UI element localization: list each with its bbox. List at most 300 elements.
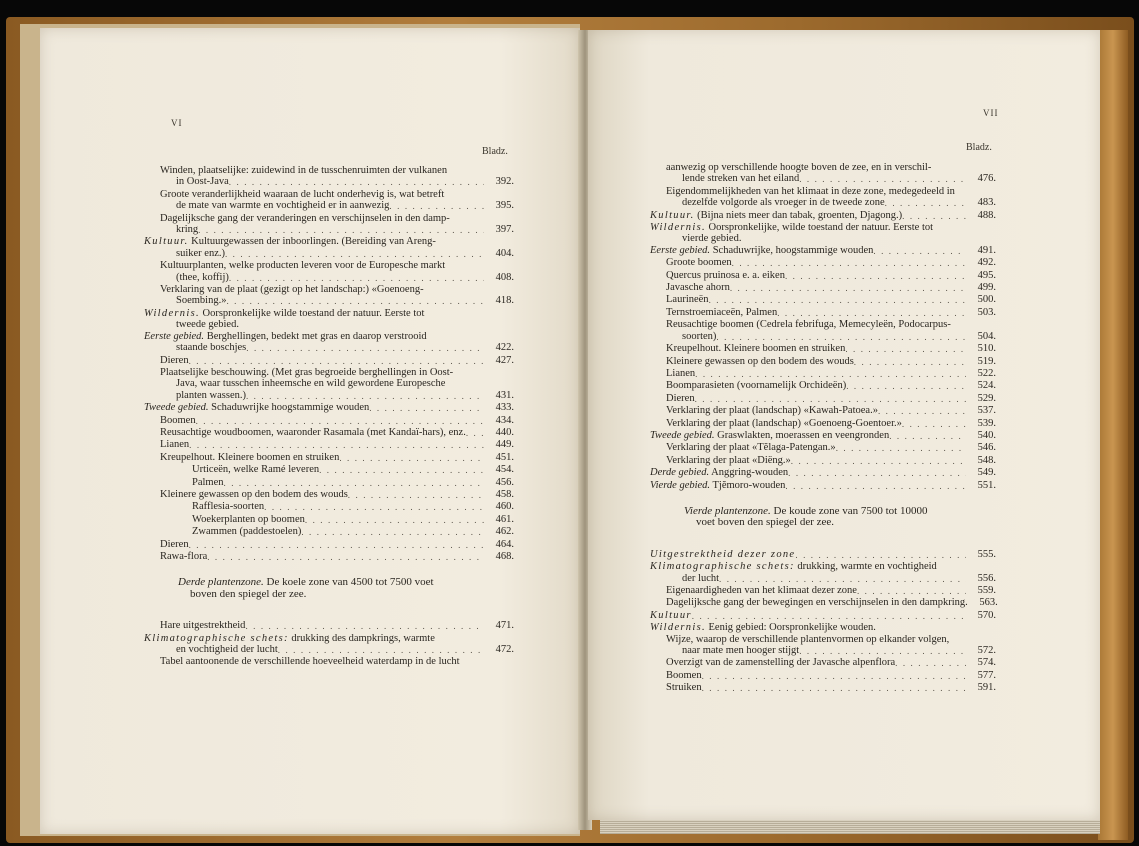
- dot-leader: [730, 282, 966, 294]
- toc-entry-line: [650, 405, 996, 417]
- toc-entry-text: Javasche ahorn: [666, 282, 730, 294]
- toc-entry-line: [650, 270, 996, 282]
- toc-page-number: 555.: [977, 548, 996, 560]
- toc-entry-line: [650, 257, 996, 269]
- toc-entry-line: [144, 539, 514, 551]
- toc-entry: [144, 620, 514, 632]
- toc-entry-text: Plaatselijke beschouwing. (Met gras begroeide berghellingen in Oost-: [160, 366, 454, 378]
- toc-entry: [650, 430, 996, 442]
- dot-leader: [799, 645, 966, 657]
- toc-entry: [650, 480, 996, 492]
- dot-leader: [319, 464, 484, 476]
- dot-leader: [198, 224, 484, 236]
- toc-entry-text: Reusachtige boomen (Cedrela febrifuga, Memecyleën, Podocarpus-: [666, 319, 951, 331]
- toc-entry-text: Quercus pruinosa e. a. eiken: [666, 269, 785, 281]
- dot-leader: [225, 248, 484, 260]
- toc-page-number: 451.: [495, 451, 514, 463]
- toc-entry-line: [650, 455, 996, 467]
- toc-entry: [650, 610, 996, 622]
- toc-entry-line: [144, 308, 514, 319]
- toc-entry-line: [650, 368, 996, 380]
- toc-entry: [650, 210, 996, 222]
- toc-entry-text: en vochtigheid der lucht: [176, 644, 278, 656]
- toc-entry-text: Woekerplanten op boomen: [192, 513, 305, 525]
- toc-page-number: 418.: [495, 295, 514, 307]
- toc-entry: [144, 415, 514, 427]
- dot-leader: [245, 620, 484, 632]
- toc-entry-text: Wildernis. Oorspronkelijke wilde toestand der natuur. Eerste tot: [144, 307, 425, 319]
- toc-entry: [144, 489, 514, 501]
- toc-page-number: 549.: [977, 467, 996, 479]
- toc-entry: [144, 464, 514, 476]
- toc-entry-line: [650, 162, 996, 173]
- toc-entry-line: [650, 561, 996, 572]
- zone-heading-label: Derde plantenzone.: [178, 576, 264, 589]
- dot-leader: [902, 418, 966, 430]
- toc-entry-line: [650, 319, 996, 330]
- book-spine-edge: [1098, 30, 1128, 840]
- toc-entry-line: [650, 597, 996, 609]
- toc-entry-line: [144, 501, 514, 513]
- toc-page-number: 540.: [977, 429, 996, 441]
- toc-page-number: 456.: [495, 476, 514, 488]
- toc-page-number: 551.: [977, 479, 996, 491]
- dot-leader: [695, 393, 966, 405]
- dot-leader: [885, 197, 966, 209]
- toc-page-number: 422.: [495, 342, 514, 354]
- toc-entry-text: naar mate men hooger stijgt: [682, 645, 800, 657]
- toc-page-number: 546.: [977, 442, 996, 454]
- toc-entry-line: [650, 610, 996, 622]
- dot-leader: [246, 390, 484, 402]
- toc-entry-line: [144, 526, 514, 538]
- toc-entry-line: [144, 402, 514, 414]
- dot-leader: [207, 551, 484, 563]
- toc-entry-line: [144, 427, 514, 439]
- dot-leader: [788, 467, 966, 479]
- toc-entry-line: [144, 415, 514, 427]
- toc-entry-text: Groote boomen: [666, 257, 732, 269]
- page-number: VI: [171, 118, 183, 128]
- toc-entry-text: Wijze, waarop de verschillende plantenvormen op elkander volgen,: [666, 633, 950, 645]
- toc-entry-text: Klimatographische schets: drukking des dampkrings, warmte: [144, 632, 435, 644]
- toc-entry-line: [144, 295, 514, 307]
- toc-entry-text: Kultuur. (Bijna niets meer dan tabak, groenten, Djagong.): [650, 209, 903, 221]
- toc-entry-text: Hare uitgestrektheid: [160, 620, 246, 632]
- toc-entry-text: Rawa-flora: [160, 551, 208, 562]
- toc-entry-line: [144, 390, 514, 402]
- zone-heading: [144, 577, 514, 600]
- toc-entry-line: [650, 622, 996, 633]
- toc-entry-line: [144, 213, 514, 224]
- zone-heading-cont: voet boven den spiegel der zee.: [696, 516, 835, 529]
- dot-leader: [264, 501, 484, 513]
- toc-page-number: 563.: [979, 597, 998, 609]
- toc-entry: [144, 656, 514, 667]
- toc-entry: [144, 308, 514, 331]
- toc-entry-line: [144, 489, 514, 501]
- dot-leader: [878, 405, 966, 417]
- toc-page-number: 454.: [495, 464, 514, 476]
- toc-page-number: 483.: [977, 197, 996, 209]
- toc-entry-line: [144, 633, 514, 644]
- toc-page-number: 449.: [495, 439, 514, 451]
- toc-page-number: 495.: [977, 269, 996, 281]
- toc-entry-line: [650, 573, 996, 585]
- toc-page-number: 431.: [495, 389, 514, 401]
- dot-leader: [224, 477, 485, 489]
- toc-entry: [144, 165, 514, 189]
- toc-entry-text: Klimatographische schets: drukking, warmte en vochtigheid: [650, 561, 937, 573]
- toc-entry-text: Eigendommelijkheden van het klimaat in deze zone, medegedeeld in: [666, 185, 955, 197]
- toc-entry-text: Boomen: [160, 414, 196, 426]
- toc-entry: [650, 622, 996, 633]
- toc-entry: [144, 427, 514, 439]
- toc-page-number: 461.: [495, 513, 514, 525]
- toc-entry-text: Dagelijksche gang der bewegingen en verschijnselen in den dampkring.: [666, 597, 968, 609]
- toc-entry-text: Eerste gebied. Berghellingen, bedekt met gras en daarop verstrooid: [144, 330, 427, 342]
- toc-entry-line: [650, 210, 996, 222]
- dot-leader: [889, 430, 966, 442]
- toc-entry: [144, 526, 514, 538]
- dot-leader: [785, 480, 966, 492]
- toc-entry-text: Kultuur. Kultuurgewassen der inboorlingen. (Bereiding van Areng-: [144, 236, 436, 248]
- toc-entry-text: Kleinere gewassen op den bodem des wouds: [160, 488, 348, 500]
- toc-entry-line: [144, 342, 514, 354]
- toc-entry: [650, 657, 996, 669]
- toc-entry-text: Derde gebied. Anggring-wouden: [650, 467, 789, 479]
- toc-page-number: 488.: [977, 209, 996, 221]
- toc-entry-text: in Oost-Java: [176, 176, 229, 188]
- toc-entry-text: tweede gebied.: [176, 319, 239, 331]
- toc-entry-line: [144, 644, 514, 656]
- toc-entry: [650, 634, 996, 658]
- toc-entry: [650, 561, 996, 585]
- toc-entry: [650, 585, 996, 597]
- toc-entry-line: [144, 355, 514, 367]
- toc-entry-text: Laurineën: [666, 294, 709, 306]
- toc-entry-text: Tweede gebied. Graswlakten, moerassen en veengronden: [650, 429, 890, 441]
- toc-entry: [650, 162, 996, 186]
- toc-page-number: 529.: [977, 392, 996, 404]
- toc-entry-text: Urticeën, welke Ramé leveren: [192, 464, 320, 476]
- toc-entry: [650, 467, 996, 479]
- dot-leader: [189, 355, 484, 367]
- toc-entry-text: aanwezig op verschillende hoogte boven de zee, en in verschil-: [666, 162, 932, 173]
- toc-entry-line: [650, 467, 996, 479]
- toc-entry-line: [144, 248, 514, 260]
- dot-leader: [692, 610, 966, 622]
- toc-entry-line: [650, 343, 996, 355]
- toc-entry-text: Palmen: [192, 476, 224, 488]
- zone-heading-label: Vierde plantenzone.: [684, 504, 771, 517]
- dot-leader: [777, 307, 966, 319]
- toc-page-number: 392.: [495, 176, 514, 188]
- dot-leader: [702, 682, 966, 694]
- bladz-header: Bladz.: [482, 146, 508, 157]
- toc-entry: [144, 633, 514, 657]
- toc-entry-line: [650, 418, 996, 430]
- dot-leader: [716, 331, 966, 343]
- toc-entry-line: [144, 551, 514, 563]
- toc-entry-text: Rafflesia-soorten: [192, 501, 265, 513]
- zone-heading-text: De koele zone van 4500 tot 7500 voet: [263, 576, 434, 589]
- toc-page-number: 591.: [977, 682, 996, 694]
- toc-page-number: 404.: [495, 247, 514, 259]
- toc-page-number: 491.: [977, 244, 996, 256]
- toc-entry: [650, 455, 996, 467]
- toc-entry: [144, 284, 514, 308]
- toc-entry-text: staande boschjes: [176, 342, 247, 354]
- toc-entry: [650, 682, 996, 694]
- toc-entry-text: Reusachtige woudboomen, waaronder Rasamala (met Kandaï-hars), enz.: [160, 426, 466, 438]
- dot-leader: [189, 439, 484, 451]
- toc-entry-text: Verklaring van de plaat (gezigt op het landschap:) «Goenoeng-: [160, 284, 424, 296]
- toc-entry-line: [650, 173, 996, 185]
- toc-page-number: 503.: [977, 306, 996, 318]
- toc-entry-line: [144, 378, 514, 389]
- toc-entry-line: [144, 620, 514, 632]
- toc-entry: [144, 551, 514, 563]
- dot-leader: [466, 427, 484, 439]
- toc-entry-text: Kleinere gewassen op den bodem des wouds: [666, 355, 854, 367]
- toc-entry: [650, 356, 996, 368]
- toc-entry: [144, 213, 514, 237]
- toc-page-number: 476.: [977, 173, 996, 185]
- toc-entry: [650, 405, 996, 417]
- toc-entry-line: [144, 439, 514, 451]
- toc-entry-line: [144, 260, 514, 271]
- toc-page-number: 539.: [977, 417, 996, 429]
- zone-heading-cont: boven den spiegel der zee.: [190, 587, 307, 600]
- toc-entry-text: Boomparasieten (voornamelijk Orchideën): [666, 380, 847, 392]
- toc-right: [650, 162, 996, 695]
- toc-entry-line: [144, 189, 514, 200]
- dot-leader: [339, 452, 484, 464]
- toc-entry: [650, 393, 996, 405]
- toc-entry-line: [650, 634, 996, 645]
- dot-leader: [229, 272, 484, 284]
- toc-entry-line: [144, 656, 514, 667]
- toc-entry-line: [144, 331, 514, 342]
- toc-entry-text: Dieren: [160, 354, 189, 366]
- toc-entry-text: Overzigt van de zamenstelling der Javasche alpenflora: [666, 657, 896, 669]
- toc-entry-line: [144, 236, 514, 247]
- toc-entry-text: Soembing.»: [176, 295, 227, 307]
- toc-entry-line: [144, 452, 514, 464]
- toc-entry: [650, 549, 996, 561]
- dot-leader: [732, 257, 966, 269]
- toc-entry: [144, 539, 514, 551]
- dot-leader: [246, 342, 484, 354]
- toc-entry: [650, 186, 996, 210]
- toc-entry-text: Kreupelhout. Kleinere boomen en struiken: [666, 343, 846, 355]
- toc-entry-text: Dieren: [666, 392, 695, 404]
- dot-leader: [348, 489, 484, 501]
- toc-page-number: 577.: [977, 669, 996, 681]
- toc-entry-text: Ternstroemiaceën, Palmen: [666, 306, 778, 318]
- toc-entry: [144, 439, 514, 451]
- dot-leader: [873, 245, 966, 257]
- toc-entry-text: Wildernis. Eenig gebied: Oorspronkelijke wouden.: [650, 622, 876, 634]
- toc-entry: [144, 501, 514, 513]
- toc-page-number: 548.: [977, 454, 996, 466]
- toc-entry-line: [144, 272, 514, 284]
- toc-entry: [650, 245, 996, 257]
- toc-entry-text: kring: [176, 224, 199, 236]
- toc-entry-line: [144, 176, 514, 188]
- toc-entry-text: planten wassen.): [176, 389, 246, 401]
- toc-page-number: 471.: [495, 620, 514, 632]
- toc-entry: [650, 257, 996, 269]
- bladz-header: Bladz.: [966, 142, 992, 153]
- toc-entry-line: [650, 682, 996, 694]
- toc-entry: [650, 442, 996, 454]
- toc-entry: [144, 477, 514, 489]
- toc-left: [144, 165, 514, 668]
- toc-entry-line: [650, 356, 996, 368]
- toc-entry-line: [650, 670, 996, 682]
- toc-entry: [650, 270, 996, 282]
- toc-page-number: 519.: [977, 355, 996, 367]
- toc-page-number: 408.: [495, 271, 514, 283]
- toc-entry-text: Struiken: [666, 682, 702, 694]
- toc-page-number: 468.: [495, 551, 514, 562]
- toc-entry: [144, 189, 514, 213]
- toc-page-number: 524.: [977, 380, 996, 392]
- toc-page-number: 464.: [495, 538, 514, 550]
- toc-entry-text: suiker enz.): [176, 247, 225, 259]
- toc-entry-line: [144, 514, 514, 526]
- toc-entry-line: [650, 307, 996, 319]
- toc-page-number: 510.: [977, 343, 996, 355]
- toc-page-number: 434.: [495, 414, 514, 426]
- dot-leader: [226, 295, 484, 307]
- toc-entry-text: Kultuurplanten, welke producten leveren voor de Europesche markt: [160, 260, 446, 272]
- toc-page-number: 440.: [495, 426, 514, 438]
- dot-leader: [719, 573, 966, 585]
- toc-page-number: 499.: [977, 282, 996, 294]
- toc-page-number: 492.: [977, 257, 996, 269]
- toc-entry: [144, 260, 514, 284]
- toc-entry: [650, 368, 996, 380]
- toc-entry: [650, 282, 996, 294]
- toc-entry-line: [650, 282, 996, 294]
- toc-entry-line: [144, 464, 514, 476]
- toc-entry-text: vierde gebied.: [682, 233, 742, 245]
- dot-leader: [854, 356, 966, 368]
- toc-entry-line: [650, 585, 996, 597]
- toc-entry-line: [650, 331, 996, 343]
- dot-leader: [791, 455, 966, 467]
- toc-entry-text: Verklaring der plaat «Tĕlaga-Patengan.»: [666, 442, 836, 454]
- toc-entry-line: [650, 222, 996, 233]
- toc-entry: [144, 367, 514, 402]
- toc-page-number: 572.: [977, 645, 996, 657]
- dot-leader: [845, 343, 966, 355]
- dot-leader: [189, 539, 484, 551]
- toc-entry-line: [144, 477, 514, 489]
- toc-entry: [650, 319, 996, 343]
- toc-page-number: 504.: [977, 330, 996, 342]
- toc-entry-line: [650, 430, 996, 442]
- toc-entry: [144, 514, 514, 526]
- dot-leader: [305, 514, 484, 526]
- toc-page-number: 458.: [495, 488, 514, 500]
- toc-entry: [650, 597, 996, 609]
- toc-entry-text: Vierde gebied. Tjĕmoro-wouden: [650, 479, 786, 491]
- toc-entry: [144, 236, 514, 260]
- toc-entry-text: Dagelijksche gang der veranderingen en verschijnselen in den damp-: [160, 212, 450, 224]
- toc-entry-text: Wildernis. Oorspronkelijke, wilde toestand der natuur. Eerste tot: [650, 222, 934, 234]
- dot-leader: [301, 526, 484, 538]
- toc-entry-text: Eerste gebied. Schaduwrijke, hoogstammige wouden: [650, 244, 874, 256]
- toc-entry-text: Eigenaardigheden van het klimaat dezer zone: [666, 585, 857, 596]
- toc-page-number: 472.: [495, 644, 514, 656]
- toc-entry-text: Zwammen (paddestoelen): [192, 526, 302, 538]
- toc-page-number: 395.: [495, 200, 514, 212]
- toc-entry: [650, 418, 996, 430]
- toc-page-number: 500.: [977, 294, 996, 306]
- toc-entry-text: lende streken van het eiland: [682, 173, 800, 185]
- toc-page-number: 433.: [495, 402, 514, 414]
- toc-entry: [650, 343, 996, 355]
- toc-entry-text: Tabel aantoonende de verschillende hoeveelheid waterdamp in de lucht: [160, 656, 460, 668]
- dot-leader: [229, 176, 484, 188]
- toc-entry: [650, 307, 996, 319]
- toc-entry-line: [144, 165, 514, 176]
- toc-entry-line: [144, 319, 514, 330]
- toc-entry-line: [650, 245, 996, 257]
- toc-entry-text: Verklaring der plaat (landschap) «Kawah-Patoea.»: [666, 405, 878, 417]
- toc-entry-line: [650, 380, 996, 392]
- toc-entry-text: Verklaring der plaat (landschap) «Goenoeng-Goentoer.»: [666, 417, 902, 429]
- toc-entry-text: Kultuur: [650, 609, 692, 621]
- toc-entry: [650, 222, 996, 245]
- toc-entry-text: de mate van warmte en vochtigheid er in aanwezig: [176, 200, 390, 212]
- dot-leader: [389, 200, 484, 212]
- dot-leader: [795, 549, 966, 561]
- toc-entry-text: dezelfde volgorde als vroeger in de tweede zone: [682, 197, 885, 209]
- toc-entry: [650, 670, 996, 682]
- toc-entry-text: Uitgestrektheid dezer zone: [650, 548, 796, 560]
- toc-entry-line: [650, 645, 996, 657]
- toc-entry-text: Dieren: [160, 538, 189, 550]
- left-page: [40, 28, 580, 834]
- toc-page-number: 570.: [977, 609, 996, 621]
- toc-entry-line: [650, 657, 996, 669]
- toc-entry-line: [650, 480, 996, 492]
- dot-leader: [702, 670, 966, 682]
- toc-entry-line: [650, 197, 996, 209]
- toc-page-number: 397.: [495, 224, 514, 236]
- toc-entry-text: Verklaring der plaat «Diëng.»: [666, 454, 791, 466]
- toc-entry: [144, 452, 514, 464]
- dot-leader: [846, 380, 966, 392]
- dot-leader: [369, 402, 484, 414]
- toc-entry-line: [144, 367, 514, 378]
- toc-page-number: 462.: [495, 526, 514, 538]
- toc-page-number: 559.: [977, 585, 996, 596]
- toc-entry-text: (thee, koffij): [176, 271, 229, 283]
- toc-entry-line: [650, 294, 996, 306]
- dot-leader: [278, 644, 484, 656]
- dot-leader: [709, 294, 966, 306]
- dot-leader: [902, 210, 966, 222]
- zone-heading-text: De koude zone van 7500 tot 10000: [770, 504, 928, 517]
- toc-entry-text: Kreupelhout. Kleinere boomen en struiken: [160, 451, 340, 463]
- toc-entry-text: Groote veranderlijkheid waaraan de lucht onderhevig is, wat betreft: [160, 188, 445, 200]
